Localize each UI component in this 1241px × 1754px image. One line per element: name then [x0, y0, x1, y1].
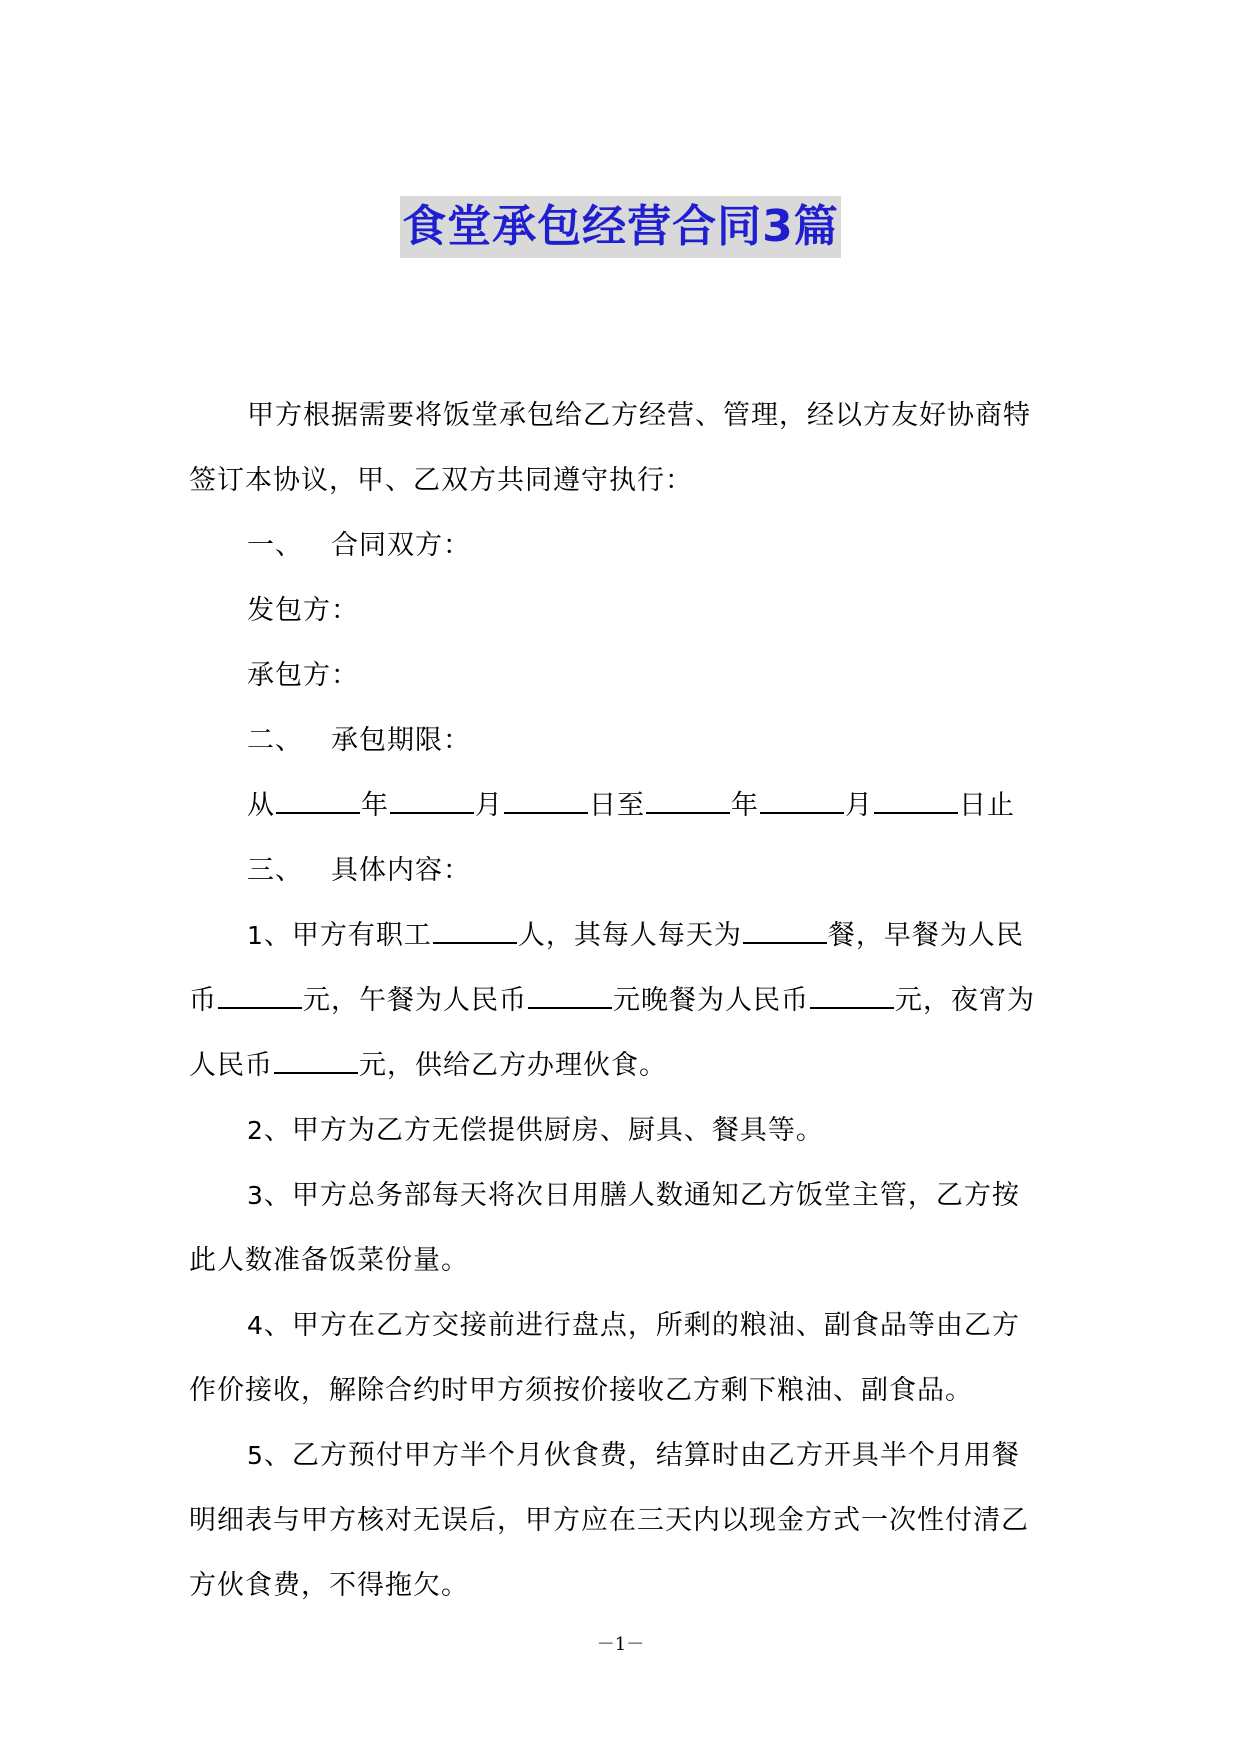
item-1-line-3	[189, 1033, 1055, 1098]
period-day-2: 日止	[959, 790, 1015, 821]
intro-line-2: 签订本协议，甲、乙双方共同遵守执行：	[189, 465, 693, 496]
item-1-text-f: 元晚餐为人民币	[613, 985, 809, 1016]
item-5-line-3: 方伙食费，不得拖欠。	[189, 1570, 469, 1601]
section-2-label: 承包期限：	[331, 725, 471, 756]
item-1-text-e: 元，午餐为人民币	[303, 985, 527, 1016]
blank-breakfast-price[interactable]	[218, 981, 302, 1009]
item-1-text-d: 币	[189, 985, 217, 1016]
section-3-label: 具体内容：	[331, 855, 471, 886]
blank-end-day[interactable]	[874, 786, 958, 814]
section-1-heading	[189, 513, 1055, 578]
item-2-number: 2	[247, 1116, 264, 1145]
intro-line-1: 甲方根据需要将饭堂承包给乙方经营、管理，经以方友好协商特	[247, 400, 1031, 431]
item-5-line-2: 明细表与甲方核对无误后，甲方应在三天内以现金方式一次性付清乙	[189, 1505, 1029, 1536]
section-3-heading	[189, 838, 1055, 903]
item-1-text-c: 餐，早餐为人民	[827, 920, 1024, 951]
period-line	[189, 773, 1055, 838]
item-1-text-b: 人，其每人每天为	[517, 920, 742, 951]
period-day-1: 日至	[589, 790, 645, 821]
blank-supper-price[interactable]	[274, 1046, 358, 1074]
section-2-number: 二、	[247, 725, 303, 756]
blank-start-year[interactable]	[276, 786, 360, 814]
party-a-line: 发包方：	[247, 595, 359, 626]
period-year-1: 年	[361, 790, 389, 821]
item-1-text-a: 、甲方有职工	[263, 920, 432, 951]
page-number: －1－	[596, 1634, 645, 1655]
blank-meals-per-day[interactable]	[743, 916, 827, 944]
item-1-text-g: 元，夜宵为	[895, 985, 1035, 1016]
period-month-1: 月	[475, 790, 503, 821]
item-3-paragraph	[189, 1163, 1055, 1293]
item-5-paragraph	[189, 1423, 1055, 1618]
blank-end-year[interactable]	[646, 786, 730, 814]
period-month-2: 月	[845, 790, 873, 821]
blank-end-month[interactable]	[760, 786, 844, 814]
period-from: 从	[247, 790, 275, 821]
section-3-number: 三、	[247, 855, 303, 886]
item-1-line-2	[189, 968, 1055, 1033]
section-1-label: 合同双方：	[331, 530, 471, 561]
blank-lunch-price[interactable]	[528, 981, 612, 1009]
document-title: 食堂承包经营合同3篇	[400, 196, 841, 258]
blank-start-day[interactable]	[504, 786, 588, 814]
item-2-paragraph	[189, 1098, 1055, 1163]
section-1-number: 一、	[247, 530, 303, 561]
item-3-text-1: 、甲方总务部每天将次日用膳人数通知乙方饭堂主管，乙方按	[263, 1180, 1020, 1211]
title-wrap	[0, 196, 1241, 258]
item-3-line-2: 此人数准备饭菜份量。	[189, 1245, 469, 1276]
item-3-number: 3	[247, 1181, 264, 1210]
item-4-line-1	[189, 1293, 1055, 1358]
item-1-number: 1	[247, 921, 264, 950]
item-5-line-1	[189, 1423, 1055, 1488]
item-4-paragraph	[189, 1293, 1055, 1423]
section-2-heading	[189, 708, 1055, 773]
document-body	[189, 383, 1055, 1618]
item-4-text-1: 、甲方在乙方交接前进行盘点，所剩的粮油、副食品等由乙方	[263, 1310, 1020, 1341]
blank-staff-count[interactable]	[433, 916, 517, 944]
blank-dinner-price[interactable]	[810, 981, 894, 1009]
item-1-text-h: 人民币	[189, 1050, 273, 1081]
item-4-number: 4	[247, 1311, 264, 1340]
item-5-number: 5	[247, 1441, 264, 1470]
item-1-paragraph	[189, 903, 1055, 1098]
period-year-2: 年	[731, 790, 759, 821]
item-2-text: 、甲方为乙方无偿提供厨房、厨具、餐具等。	[263, 1115, 824, 1146]
blank-start-month[interactable]	[390, 786, 474, 814]
item-4-line-2: 作价接收，解除合约时甲方须按价接收乙方剩下粮油、副食品。	[189, 1375, 973, 1406]
item-1-line-1	[189, 903, 1055, 968]
item-2-line-1	[189, 1098, 1055, 1163]
item-1-text-i: 元，供给乙方办理伙食。	[359, 1050, 667, 1081]
party-b-line: 承包方：	[247, 660, 359, 691]
item-5-text-1: 、乙方预付甲方半个月伙食费，结算时由乙方开具半个月用餐	[263, 1440, 1020, 1471]
intro-paragraph	[189, 383, 1055, 513]
item-3-line-1	[189, 1163, 1055, 1228]
